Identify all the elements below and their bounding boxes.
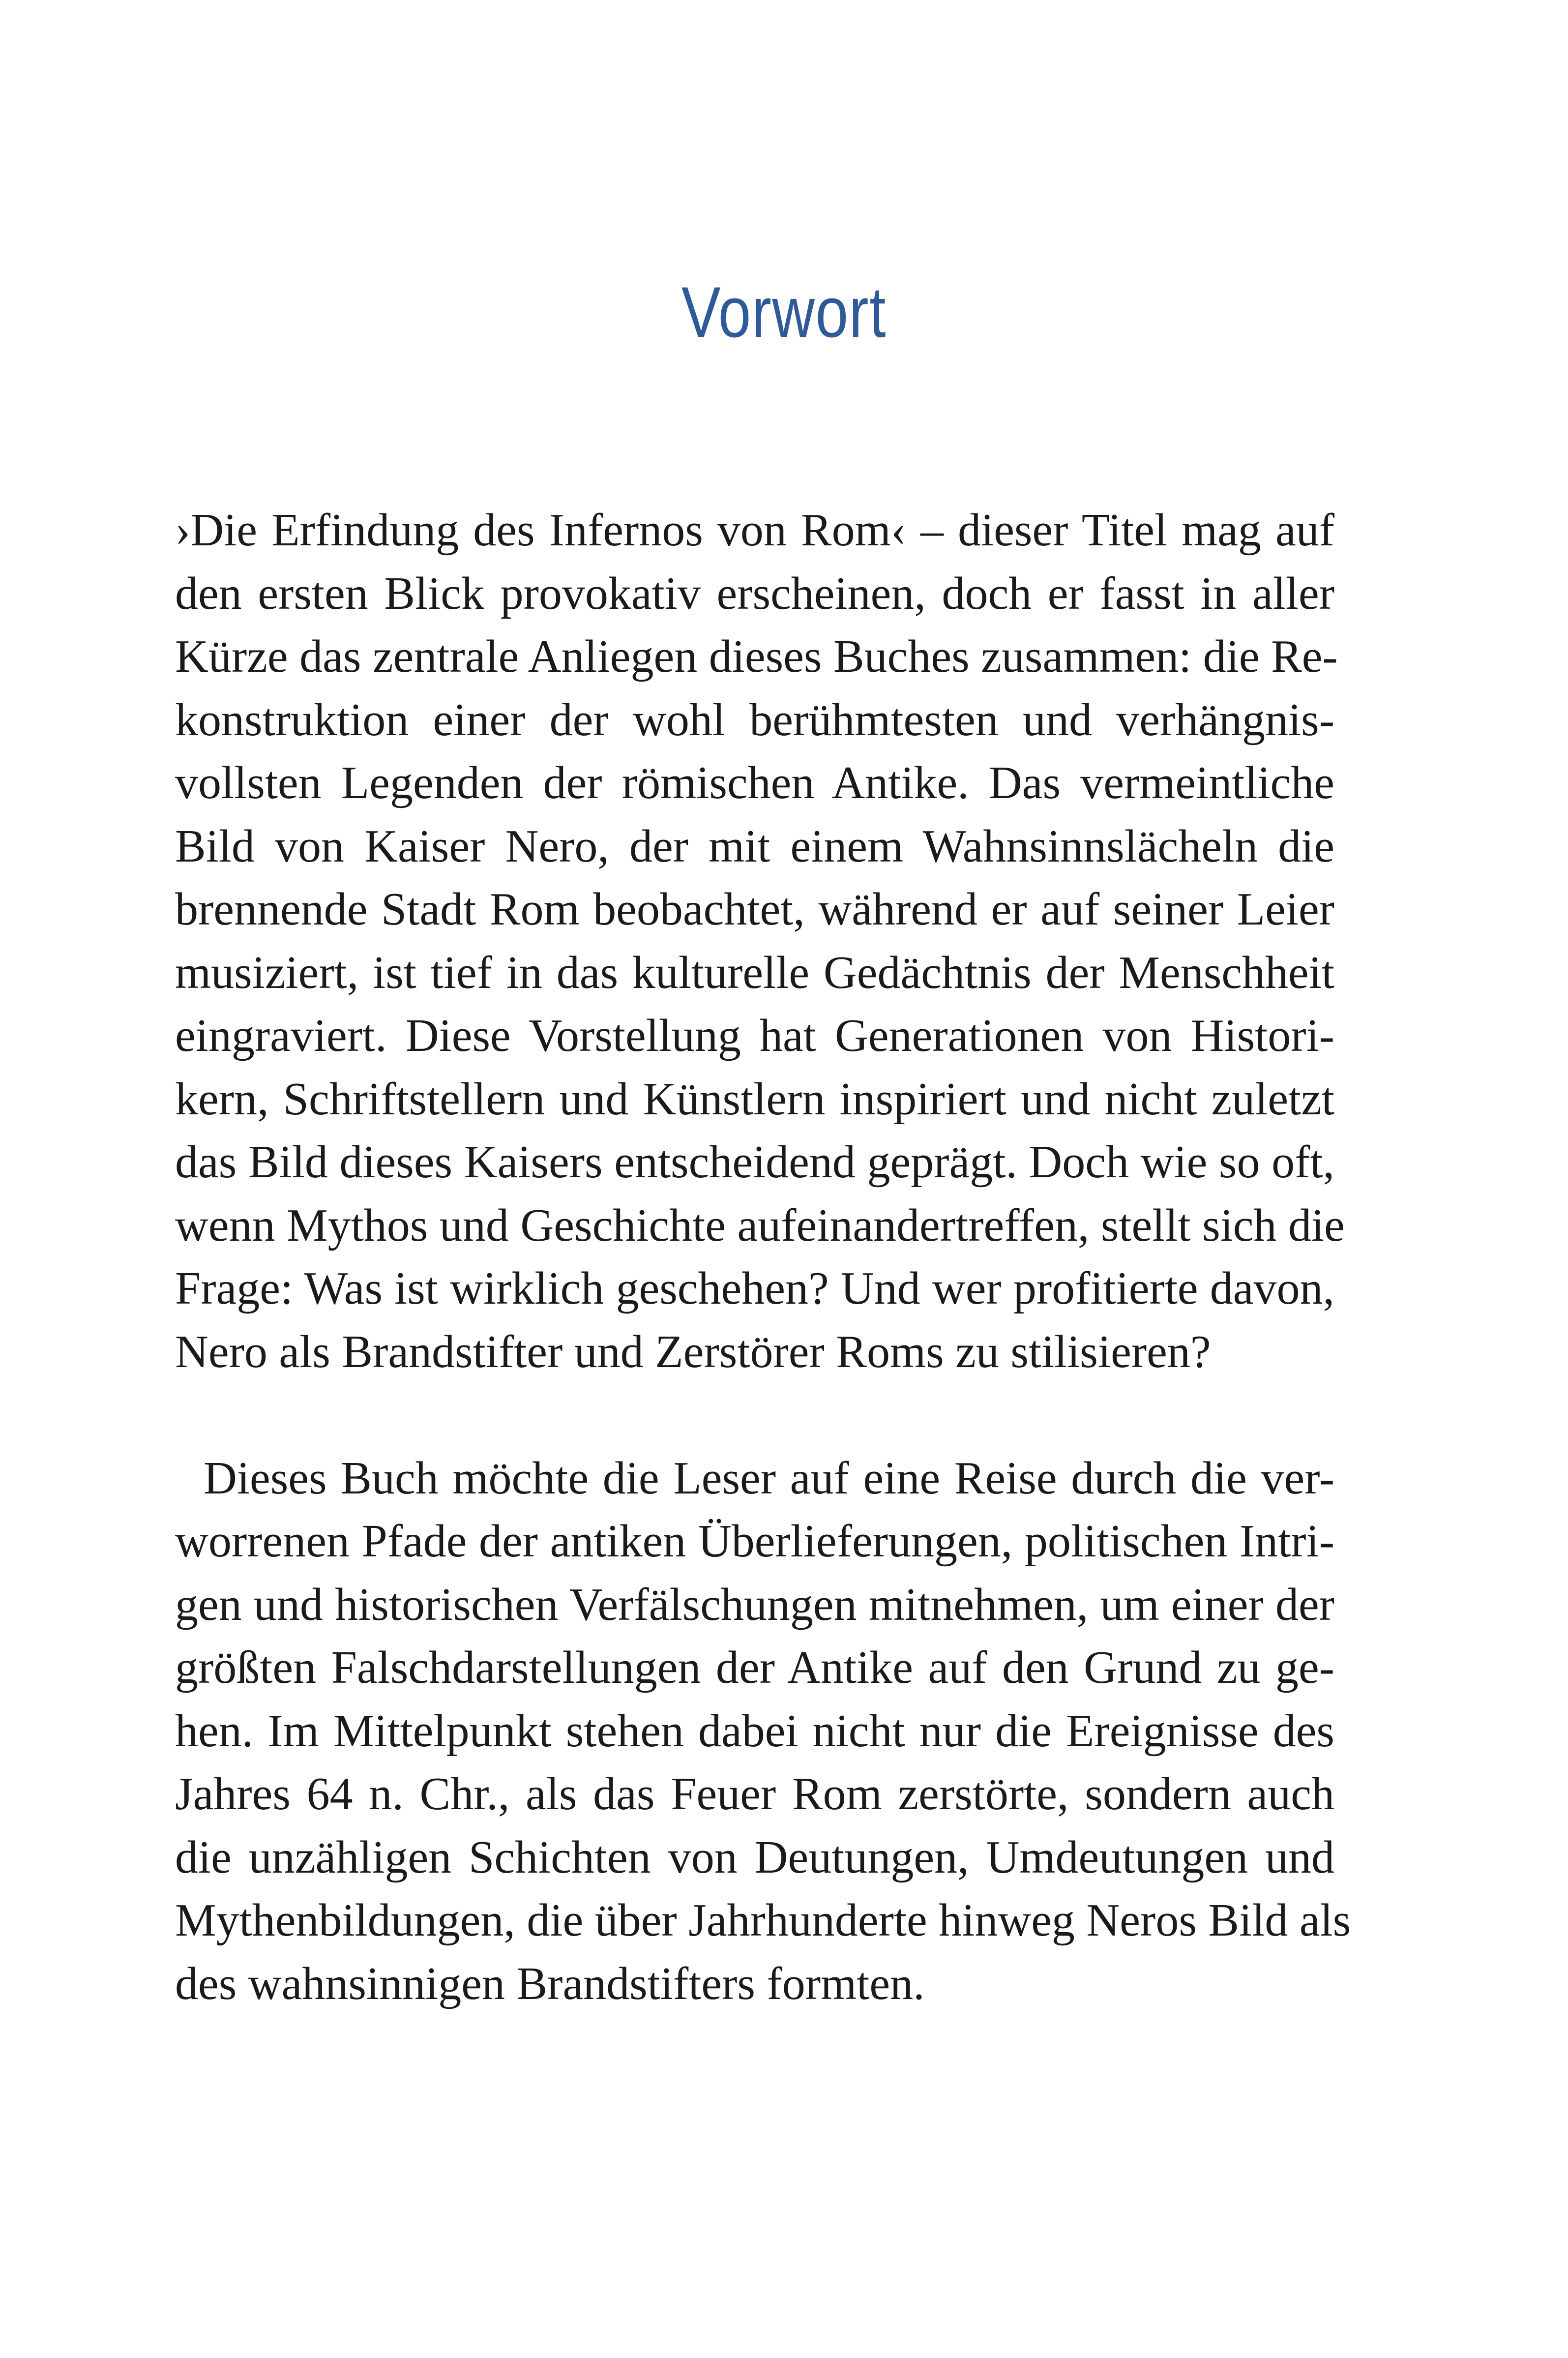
text-line: Kürze das zentrale Anliegen dieses Buches zusammen: die Re-	[175, 631, 1338, 682]
paragraph-2	[175, 1447, 1351, 2016]
text-line: gen und historischen Verfälschungen mitnehmen, um einer der	[175, 1579, 1334, 1630]
text-line: Mythenbildungen, die über Jahrhunderte hinweg Neros Bild als	[175, 1895, 1351, 1946]
text-line: Dieses Buch möchte die Leser auf eine Reise durch die ver-	[204, 1452, 1334, 1504]
text-line: größten Falschdarstellungen der Antike auf den Grund zu ge-	[175, 1642, 1334, 1693]
text-line: musiziert, ist tief in das kulturelle Gedächtnis der Menschheit	[175, 947, 1334, 998]
text-line: ›Die Erfindung des Infernos von Rom‹ – dieser Titel mag auf	[175, 505, 1334, 556]
text-line: wenn Mythos und Geschichte aufeinandertreffen, stellt sich die	[175, 1199, 1345, 1251]
chapter-title: Vorwort	[681, 272, 887, 352]
text-line: eingraviert. Diese Vorstellung hat Generationen von Histori-	[175, 1010, 1334, 1061]
text-line: Bild von Kaiser Nero, der mit einem Wahnsinnslächeln die	[175, 820, 1334, 872]
text-line: vollsten Legenden der römischen Antike. Das vermeintliche	[175, 757, 1334, 808]
text-line: Jahres 64 n. Chr., als das Feuer Rom zerstörte, sondern auch	[175, 1768, 1334, 1820]
text-line: konstruktion einer der wohl berühmtesten und verhängnis-	[175, 694, 1334, 746]
text-line: des wahnsinnigen Brandstifters formten.	[175, 1958, 925, 2009]
text-line: das Bild dieses Kaisers entscheidend geprägt. Doch wie so oft,	[175, 1136, 1334, 1188]
text-line: Nero als Brandstifter und Zerstörer Roms zu stilisieren?	[175, 1326, 1211, 1377]
text-line: Frage: Was ist wirklich geschehen? Und wer profitierte davon,	[175, 1263, 1334, 1314]
text-line: worrenen Pfade der antiken Überlieferungen, politischen Intri-	[175, 1516, 1334, 1567]
text-line: kern, Schriftstellern und Künstlern inspiriert und nicht zuletzt	[175, 1073, 1334, 1125]
paragraph-1	[175, 499, 1345, 1383]
text-line: die unzähligen Schichten von Deutungen, Umdeutungen und	[175, 1831, 1334, 1883]
text-line: brennende Stadt Rom beobachtet, während er auf seiner Leier	[175, 884, 1334, 935]
text-line: den ersten Blick provokativ erscheinen, doch er fasst in aller	[175, 567, 1334, 619]
text-line: hen. Im Mittelpunkt stehen dabei nicht nur die Ereignisse des	[175, 1705, 1334, 1757]
body-text	[175, 499, 1351, 2015]
